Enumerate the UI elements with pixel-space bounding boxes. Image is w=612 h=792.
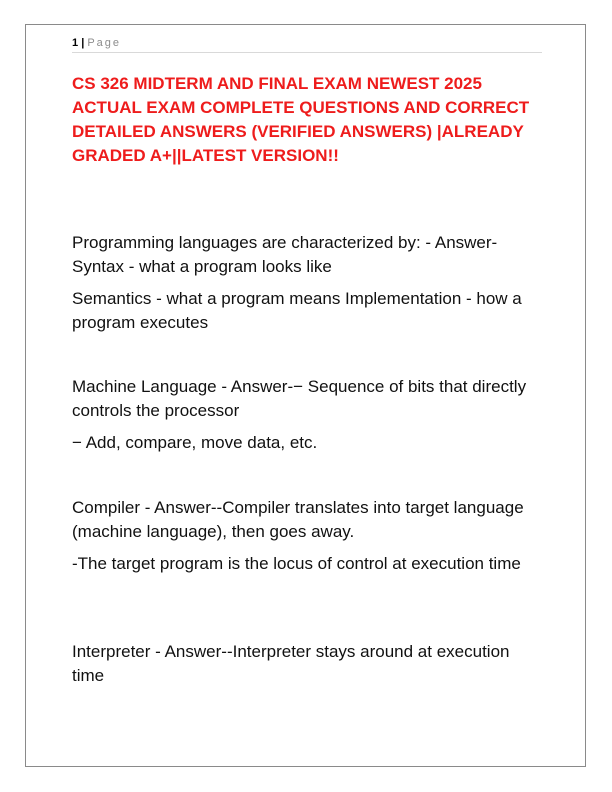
qa-block-machine-language <box>72 375 542 455</box>
qa-answer-continuation: Semantics - what a program means Implementation - how a program executes <box>72 289 522 332</box>
page-number: 1 <box>72 37 79 49</box>
document-title: CS 326 MIDTERM AND FINAL EXAM NEWEST 2025 ACTUAL EXAM COMPLETE QUESTIONS AND CORRECT DETAILED ANSWERS (VERIFIED ANSWERS) |ALREADY GRADED A+||LATEST VERSION!! <box>72 74 530 165</box>
qa-block-compiler <box>72 496 542 576</box>
qa-question: Compiler - Answer--Compiler translates into target language (machine language), then goes away. <box>72 498 524 541</box>
qa-block-programming-languages <box>72 231 542 335</box>
qa-question: Programming languages are characterized by: - Answer- Syntax - what a program looks like <box>72 233 498 276</box>
page-separator: | <box>81 37 85 49</box>
qa-answer-continuation: − Add, compare, move data, etc. <box>72 433 318 452</box>
qa-answer-continuation: -The target program is the locus of control at execution time <box>72 554 521 573</box>
qa-block-interpreter <box>72 640 542 688</box>
qa-question: Machine Language - Answer-− Sequence of bits that directly controls the processor <box>72 377 527 420</box>
page-label: Page <box>87 37 122 49</box>
qa-question: Interpreter - Answer--Interpreter stays around at execution time <box>72 642 510 685</box>
page-header <box>72 36 542 53</box>
